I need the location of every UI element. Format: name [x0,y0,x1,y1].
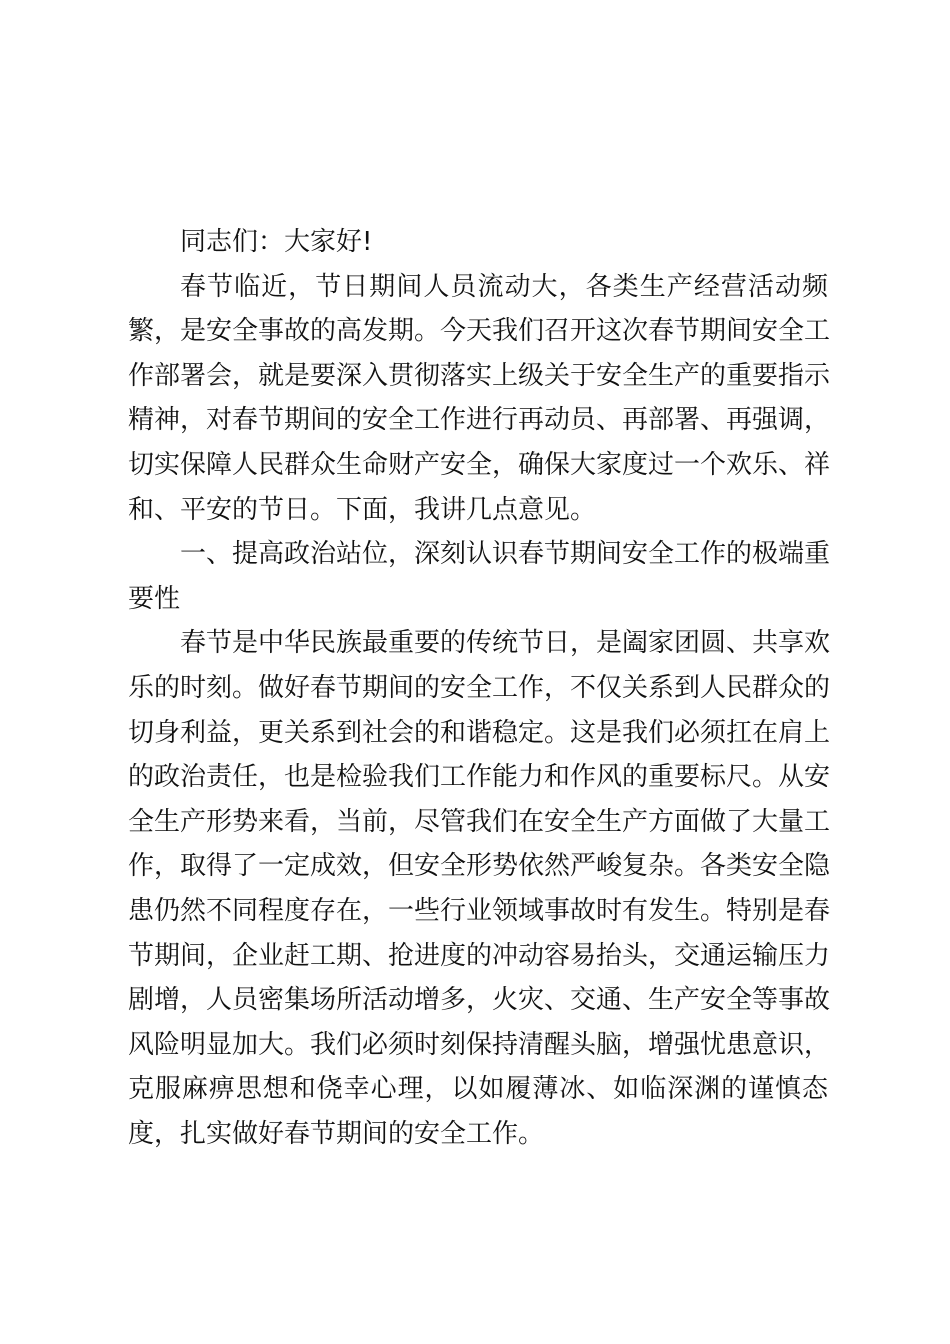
paragraph-line: 风险明显加大。我们必须时刻保持清醒头脑，增强忧患意识， [128,1029,831,1060]
paragraph-2 [128,621,831,1156]
paragraph-1 [128,265,831,533]
paragraph-line: 春节是中华民族最重要的传统节日，是阖家团圆、共享欢 [180,628,831,659]
paragraph-line: 作，取得了一定成效，但安全形势依然严峻复杂。各类安全隐 [128,851,831,882]
paragraph-line: 切身利益，更关系到社会的和谐稳定。这是我们必须扛在肩上 [128,717,831,748]
paragraph-line: 切实保障人民群众生命财产安全，确保大家度过一个欢乐、祥 [128,449,831,480]
paragraph-line: 精神，对春节期间的安全工作进行再动员、再部署、再强调， [128,405,831,436]
paragraph-line: 春节临近，节日期间人员流动大，各类生产经营活动频 [180,271,828,302]
paragraph-line: 和、平安的节日。下面，我讲几点意见。 [128,494,597,525]
paragraph-line: 度，扎实做好春节期间的安全工作。 [128,1118,545,1149]
paragraph-line: 全生产形势来看，当前，尽管我们在安全生产方面做了大量工 [128,806,831,837]
paragraph-line: 克服麻痹思想和侥幸心理，以如履薄冰、如临深渊的谨慎态 [128,1074,828,1105]
paragraph-line: 的政治责任，也是检验我们工作能力和作风的重要标尺。从安 [128,762,831,793]
paragraph-line: 节期间，企业赶工期、抢进度的冲动容易抬头，交通运输压力 [128,940,831,971]
paragraph-line: 繁，是安全事故的高发期。今天我们召开这次春节期间安全工 [128,316,831,347]
section-heading-1 [128,532,831,621]
paragraph-line: 患仍然不同程度存在，一些行业领域事故时有发生。特别是春 [128,895,831,926]
heading-line: 要性 [128,583,181,614]
paragraph-line: 乐的时刻。做好春节期间的安全工作，不仅关系到人民群众的 [128,672,831,703]
paragraph-line: 作部署会，就是要深入贯彻落实上级关于安全生产的重要指示 [128,360,831,391]
paragraph-line: 剧增，人员密集场所活动增多，火灾、交通、生产安全等事故 [128,985,831,1016]
heading-line: 一、提高政治站位，深刻认识春节期间安全工作的极端重 [180,539,831,570]
greeting-line: 同志们：大家好! [180,227,373,257]
document-body [128,220,831,1156]
